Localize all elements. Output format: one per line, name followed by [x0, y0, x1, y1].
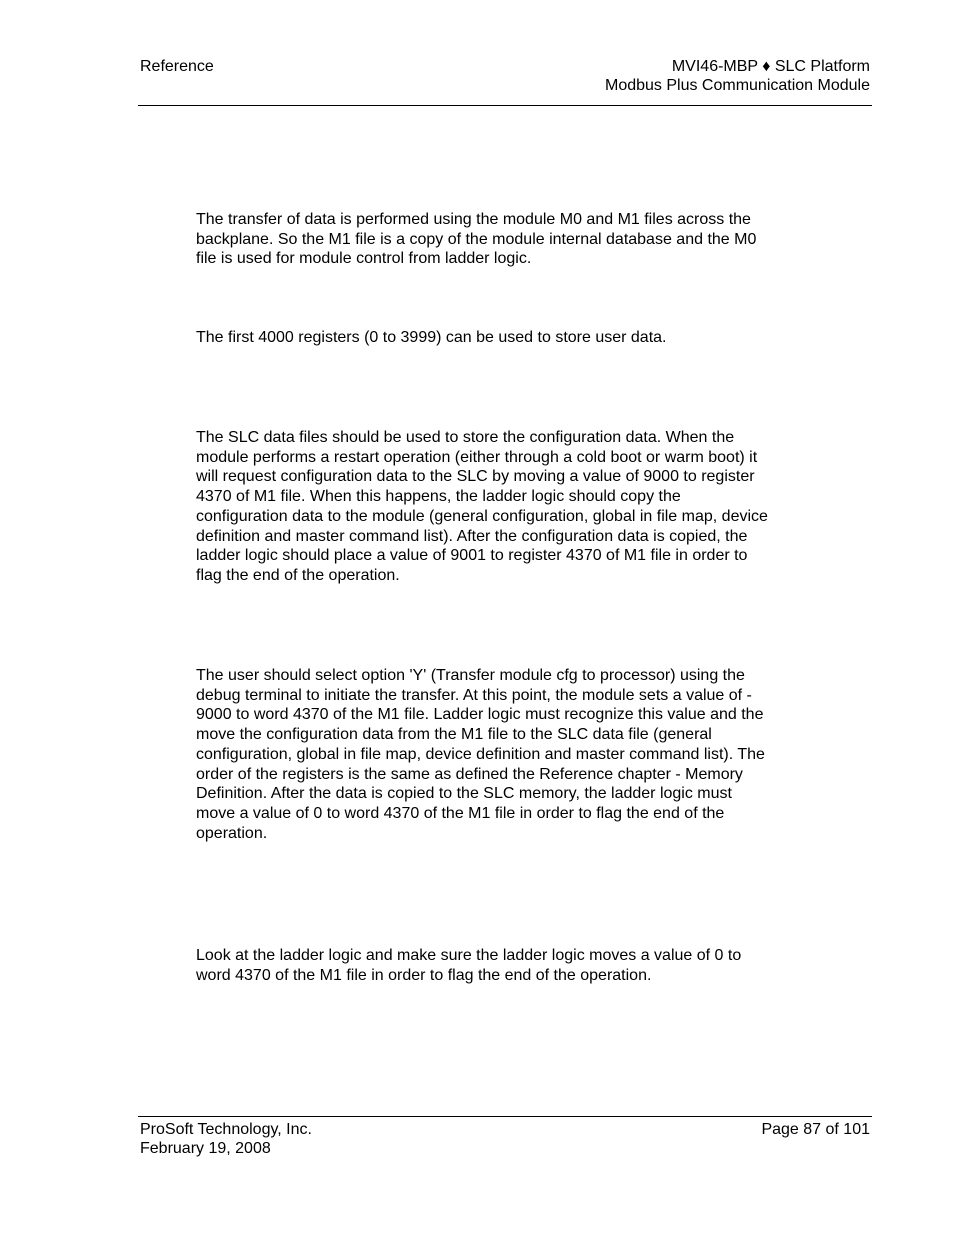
- paragraph-transfer: The transfer of data is performed using the module M0 and M1 files across the backplane. So the M1 file is a copy of the module internal database and the M0 file is used for module control from ladder logic.: [196, 211, 757, 268]
- footer-company: ProSoft Technology, Inc.: [140, 1121, 312, 1138]
- header-left: Reference: [140, 58, 214, 75]
- footer-rule: [138, 1116, 872, 1117]
- paragraph-slc-config: The SLC data files should be used to store the configuration data. When the module performs a restart operation (either through a cold boot or warm boot) it will request configuration data to the SLC by moving a value of 9000 to register 4370 of M1 file. When this happens, the ladder logic should copy the configuration data to the module (general configuration, global in file map, device definition and master command list). After the configuration data is copied, the ladder logic should place a value of 9001 to register 4370 of M1 file in order to flag the end of the operation.: [196, 429, 768, 584]
- paragraph-debug-transfer: The user should select option 'Y' (Transfer module cfg to processor) using the debug terminal to initiate the transfer. At this point, the module sets a value of - 9000 to word 4370 of the M1 file. Ladder logic must recognize this value and the move the configuration data from the M1 file to the SLC data file (general configuration, global in file map, device definition and master command list). The order of the registers is the same as defined the Reference chapter - Memory Definition. After the data is copied to the SLC memory, the ladder logic must move a value of 0 to word 4370 of the M1 file in order to flag the end of the operation.: [196, 667, 765, 842]
- header-right: [605, 57, 870, 95]
- header-module: Modbus Plus Communication Module: [604, 77, 870, 94]
- footer-page-number: Page 87 of 101: [761, 1121, 870, 1138]
- footer-left: [140, 1120, 312, 1158]
- header-product: MVI46-MBP ♦ SLC Platform: [671, 58, 870, 75]
- footer-date: February 19, 2008: [140, 1140, 271, 1157]
- paragraph-ladder-check: Look at the ladder logic and make sure the ladder logic moves a value of 0 to word 4370 of the M1 file in order to flag the end of the operation.: [196, 947, 742, 984]
- paragraph-registers: The first 4000 registers (0 to 3999) can be used to store user data.: [196, 329, 667, 346]
- header-rule: [138, 105, 872, 106]
